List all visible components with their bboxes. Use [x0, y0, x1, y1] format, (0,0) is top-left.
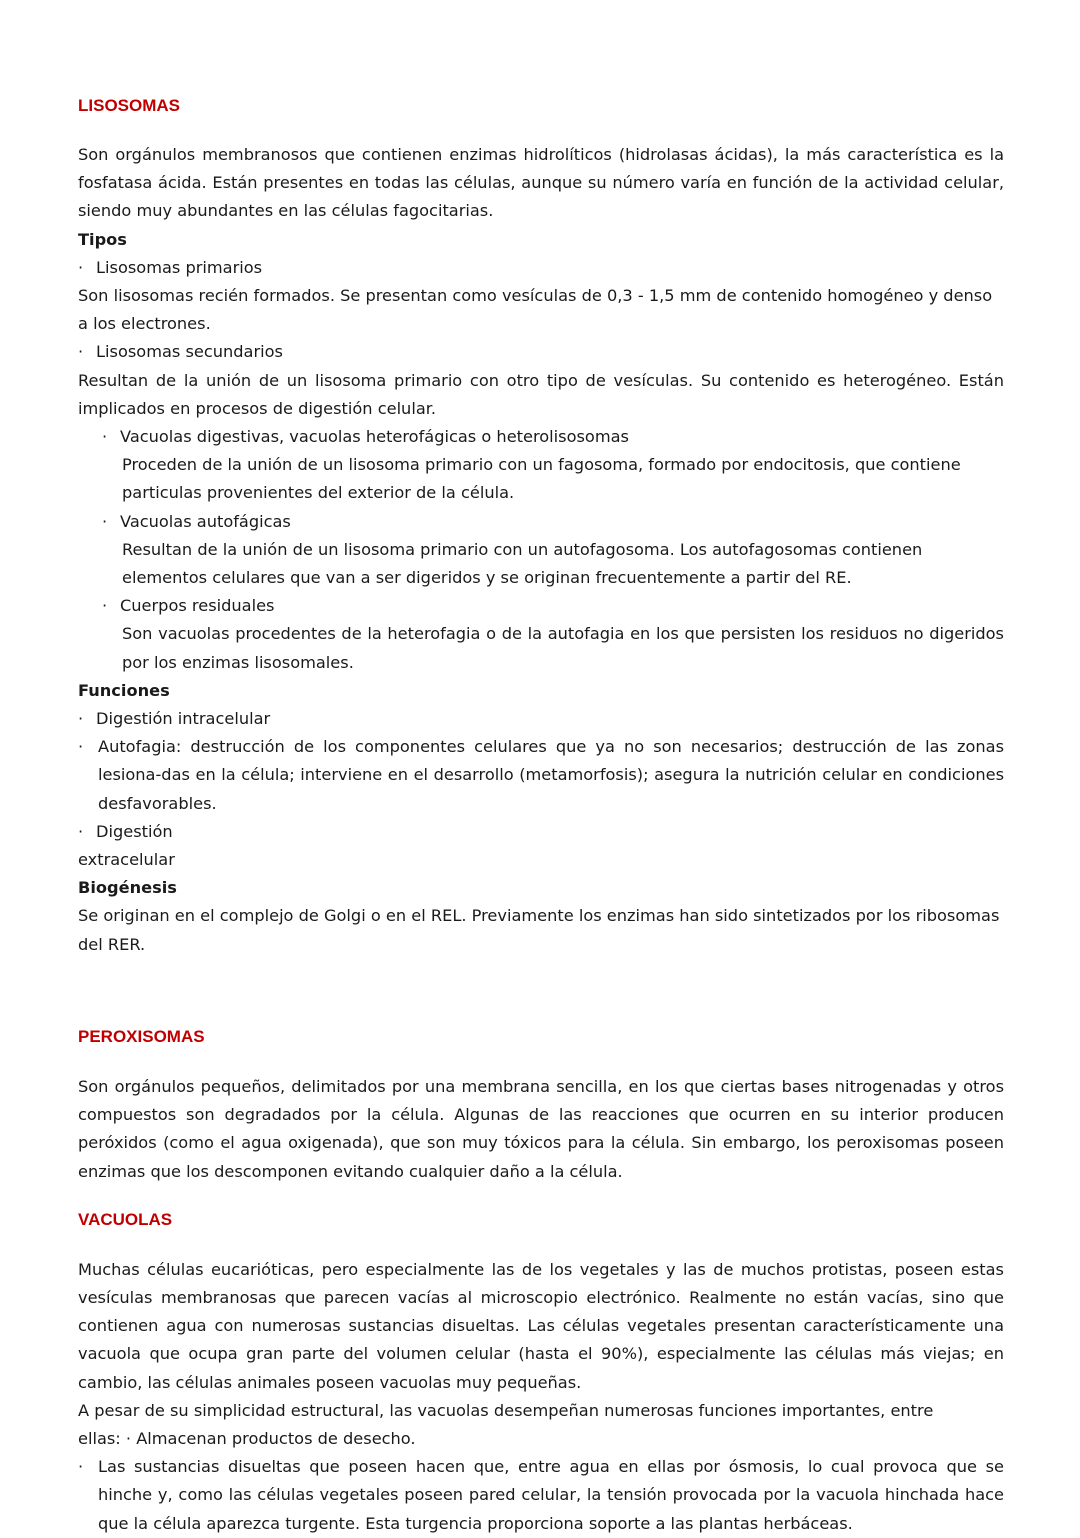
document-page — [78, 92, 1004, 1538]
funciones-heading: Funciones — [78, 680, 170, 700]
secundarios-item: · Lisosomas secundarios — [78, 342, 283, 362]
primarios-item: · Lisosomas primarios — [78, 257, 263, 277]
secundarios-text: Resultan de la unión de un lisosoma primario con otro tipo de vesículas. Su contenido es heterogéneo. Están implicados en procesos de digestión celular. — [78, 370, 1004, 418]
funcion-item-2: · Autofagia: destrucción de los componentes celulares que ya no son necesarios; destrucción de las zonas lesiona-das en la célula; interviene en el desarrollo (metamorfosis); asegura la nutrición celular en condiciones desfavorables. — [78, 737, 1004, 813]
funcion-item-1: · Digestión intracelular — [78, 709, 271, 729]
primarios-text: Son lisosomas recién formados. Se presentan como vesículas de 0,3 - 1,5 mm de contenido homogéneo y denso a los electrones. — [78, 286, 993, 334]
funcion-item-3: · Digestión — [78, 821, 173, 841]
tipos-heading: Tipos — [78, 229, 127, 249]
section-title-peroxisomas: PEROXISOMAS — [78, 1026, 205, 1046]
autofagicas-item: · Vacuolas autofágicas — [102, 511, 291, 531]
vacuolas-bullet: · Las sustancias disueltas que poseen hacen que, entre agua en ellas por ósmosis, lo cual provoca que se hinche y, como las células vegetales poseen pared celular, la tensión provocada por la vacuola hinchada hace que la célula aparezca turgente. Esta turgencia proporciona soporte a las plantas herbáceas. — [78, 1457, 1004, 1533]
section-title-vacuolas: VACUOLAS — [78, 1209, 173, 1229]
lisosomas-intro: Son orgánulos membranosos que contienen enzimas hidrolíticos (hidrolasas ácidas), la más característica es la fosfatasa ácida. Están presentes en todas las células, aunque su número varía en función de la actividad celular, siendo muy abundantes en las células fagocitarias. — [78, 145, 1004, 221]
vacuolas-text-2b: ellas: · Almacenan productos de desecho. — [78, 1428, 416, 1448]
digestivas-text: Proceden de la unión de un lisosoma primario con un fagosoma, formado por endocitosis, que contiene particulas provenientes del exterior de la célula. — [122, 455, 961, 503]
section-title-lisosomas: LISOSOMAS — [78, 96, 181, 115]
peroxisomas-text: Son orgánulos pequeños, delimitados por una membrana sencilla, en los que ciertas bases nitrogenadas y otros compuestos son degradados por la célula. Algunas de las reacciones que ocurren en su interior producen peróxidos (como el agua oxigenada), que son muy tóxicos para la célula. Sin embargo, los peroxisomas poseen enzimas que los descomponen evitando cualquier daño a la célula. — [78, 1076, 1004, 1181]
vacuolas-text-2a: A pesar de su simplicidad estructural, las vacuolas desempeñan numerosas funciones importantes, entre — [78, 1400, 934, 1420]
residuales-item: · Cuerpos residuales — [102, 596, 275, 616]
vacuolas-text-1: Muchas células eucarióticas, pero especialmente las de los vegetales y las de muchos protistas, poseen estas vesículas membranosas que parecen vacías al microscopio electrónico. Realmente no están vacías, sino que contienen agua con numerosas sustancias disueltas. Las células vegetales presentan característicamente una vacuola que ocupa gran parte del volumen celular (hasta el 90%), especialmente las células más viejas; en cambio, las células animales poseen vacuolas muy pequeñas. — [78, 1259, 1004, 1392]
residuales-text: Son vacuolas procedentes de la heterofagia o de la autofagia en los que persisten los residuos no digeridos por los enzimas lisosomales. — [122, 624, 1004, 672]
biogenesis-heading: Biogénesis — [78, 878, 177, 898]
biogenesis-text: Se originan en el complejo de Golgi o en el REL. Previamente los enzimas han sido sintetizados por los ribosomas del RER. — [78, 906, 1000, 954]
autofagicas-text: Resultan de la unión de un lisosoma primario con un autofagosoma. Los autofagosomas contienen elementos celulares que van a ser digeridos y se originan frecuentemente a partir del RE. — [122, 539, 923, 588]
funcion-item-3-cont: extracelular — [78, 850, 175, 870]
digestivas-item: · Vacuolas digestivas, vacuolas heterofágicas o heterolisosomas — [102, 427, 629, 447]
